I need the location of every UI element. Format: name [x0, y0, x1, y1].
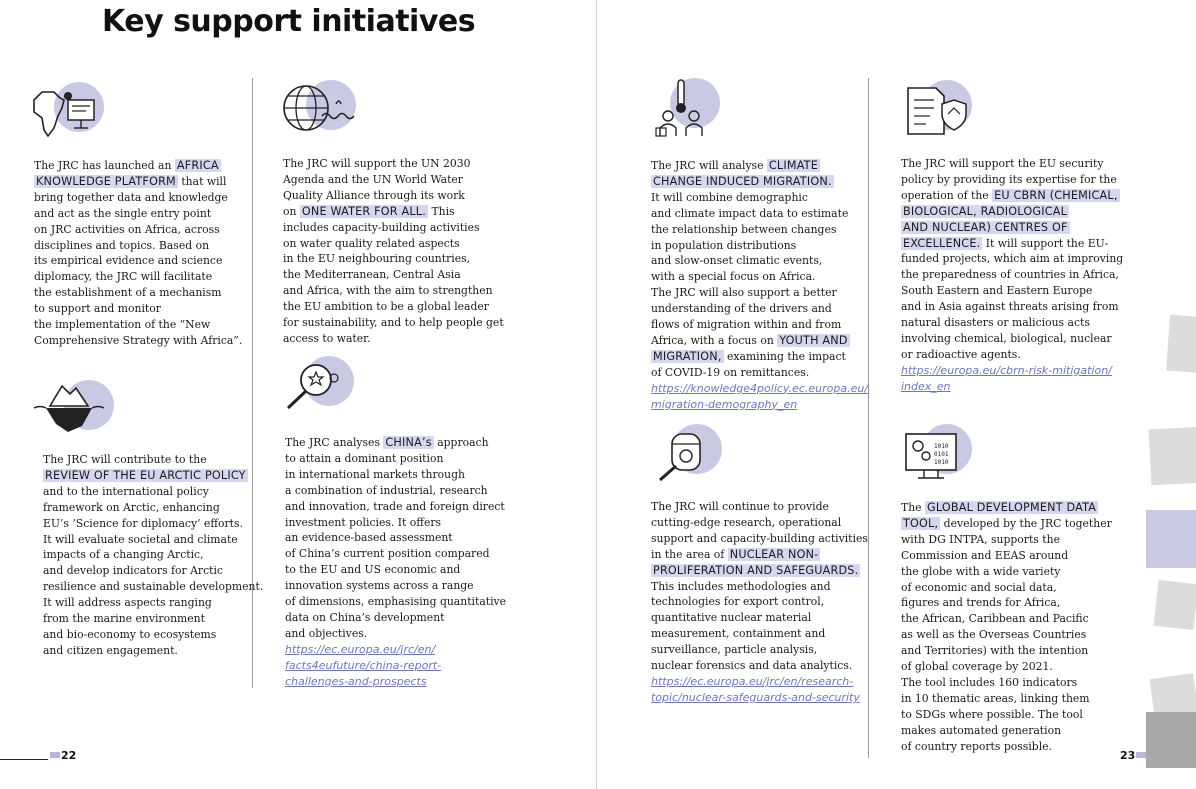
- highlight: CHANGE INDUCED MIGRATION.: [653, 174, 832, 188]
- cbrn-risk-mitigation-link[interactable]: https://europa.eu/cbrn-risk-mitigation/: [901, 363, 1112, 377]
- nuclear-safeguards-block: The JRC will continue to provide cutting-edge research, operational support and capacity-building activities in the area of NUCLEAR NON- PROLIFERATION AND SAFEGUARDS. This includes methodologies and technologies for export control, quantitative nuclear material measurement, containment and surveillance, particle analysis, nuclear forensics and data analytics. https://ec.europa.eu/jrc/en/research- topic/nuclear-safeguards-and-security: [651, 500, 868, 704]
- magnifier-nuclear-icon: [656, 424, 730, 490]
- page-number-left: 22: [61, 749, 77, 762]
- highlight: CLIMATE: [768, 159, 818, 172]
- thermometer-people-icon: [654, 78, 728, 144]
- magnifier-virus-icon: [282, 356, 356, 422]
- footer-rule: [0, 759, 48, 760]
- svg-text:0101: 0101: [934, 451, 949, 458]
- highlight: EXCELLENCE.: [903, 236, 981, 250]
- africa-map-icon: [28, 82, 102, 148]
- highlight: PROLIFERATION AND SAFEGUARDS.: [653, 563, 859, 577]
- monitor-gears-icon: [904, 424, 978, 490]
- highlight: GLOBAL DEVELOPMENT DATA: [926, 501, 1097, 514]
- highlight: NUCLEAR NON-: [729, 547, 819, 561]
- china-approach-block: The JRC analyses CHINA’s approach to attain a dominant position in international markets through a combination of industrial, research and innovation, trade and foreign direct investment policies. It offers an evidence-based assessment of China’s current position compared to the EU and US economic and innovation systems across a range of dimensions, emphasising quantitative data on China’s development and objectives. https://ec.europa.eu/jrc/en/ facts4eufuture/china-report- challenges-and-prospects: [285, 436, 507, 688]
- column-divider-right: [868, 78, 869, 758]
- highlight: REVIEW OF THE EU ARCTIC POLICY: [45, 468, 246, 482]
- nuclear-safeguards-link[interactable]: topic/nuclear-safeguards-and-security: [651, 690, 860, 704]
- page-gutter: [596, 0, 597, 789]
- china-report-link[interactable]: challenges-and-prospects: [285, 674, 427, 688]
- highlight: KNOWLEDGE PLATFORM: [36, 174, 176, 188]
- decor-square: [1166, 315, 1196, 374]
- arctic-policy-block: The JRC will contribute to the REVIEW OF THE EU ARCTIC POLICY and to the international policy framework on Arctic, enhancing EU’s ’Science for diplomacy’ efforts. It will evaluate societal and climate impacts of a changing Arctic, and develop indicators for Arctic resilience and sustainable development. It will address aspects ranging from the marine environment and bio-economy to ecosystems and citizen engagement.: [43, 453, 264, 657]
- highlight: EU CBRN (CHEMICAL,: [994, 188, 1118, 202]
- svg-text:1010: 1010: [934, 443, 949, 450]
- migration-demography-link[interactable]: https://knowledge4policy.ec.europa.eu/: [651, 381, 869, 395]
- china-report-link[interactable]: facts4eufuture/china-report-: [285, 658, 442, 672]
- svg-text:1010: 1010: [934, 459, 949, 466]
- highlight: CHINA’s: [385, 436, 432, 449]
- page-marker: [50, 752, 60, 758]
- climate-migration-block: The JRC will analyse CLIMATE CHANGE INDUCED MIGRATION. It will combine demographic and climate impact data to estimate the relationship between changes in population distributions and slow-onset climatic events, with a special focus on Africa. The JRC will also support a better understanding of the drivers and flows of migration within and from Africa, with a focus on YOUTH AND MIGRATION, examining the impact of COVID-19 on remittances. https://knowledge4policy.ec.europa.eu/ migration-demography_en: [651, 159, 869, 411]
- highlight: YOUTH AND: [779, 333, 848, 347]
- page-number-right: 23: [1120, 749, 1136, 762]
- decor-square: [1146, 712, 1196, 768]
- decor-square: [1146, 510, 1196, 568]
- iceberg-icon: [32, 378, 106, 444]
- cbrn-risk-mitigation-link[interactable]: index_en: [901, 379, 951, 393]
- africa-knowledge-platform-block: The JRC has launched an AFRICA KNOWLEDGE PLATFORM that will bring together data and knowledge and act as the single entry point on JRC activities on Africa, across disciplines and topics. Based on its empirical evidence and science diplomacy, the JRC will facilitate the establishment of a mechanism to support and monitor the implementation of the “New Comprehensive Strategy with Africa”.: [34, 159, 243, 347]
- highlight: BIOLOGICAL, RADIOLOGICAL: [903, 204, 1067, 218]
- one-water-for-all-block: The JRC will support the UN 2030 Agenda and the UN World Water Quality Alliance through its work on ONE WATER FOR ALL. This includes capacity-building activities on water quality related aspects in the EU neighbouring countries, the Mediterranean, Central Asia and Africa, with the aim to strengthen the EU ambition to be a global leader for sustainability, and to help people get access to water.: [283, 157, 504, 345]
- page-title: Key support initiatives: [102, 4, 476, 39]
- document-shield-icon: [904, 80, 978, 146]
- highlight: MIGRATION,: [653, 349, 722, 363]
- page-marker: [1136, 752, 1146, 758]
- highlight: AND NUCLEAR) CENTRES OF: [903, 220, 1068, 234]
- decor-square: [1149, 427, 1196, 486]
- decor-square: [1154, 580, 1196, 630]
- global-development-data-tool-block: The GLOBAL DEVELOPMENT DATA TOOL, developed by the JRC together with DG INTPA, supports the Commission and EEAS around the globe with a wide variety of economic and social data, figures and trends for Africa, the African, Caribbean and Pacific as well as the Overseas Countries and Territories) with the intention of global coverage by 2021. The tool includes 160 indicators in 10 thematic areas, linking them to SDGs where possible. The tool makes automated generation of country reports possible.: [901, 501, 1112, 753]
- china-report-link[interactable]: https://ec.europa.eu/jrc/en/: [285, 642, 436, 656]
- cbrn-centres-block: The JRC will support the EU security policy by providing its expertise for the operation of the EU CBRN (CHEMICAL, BIOLOGICAL, RADIOLOGICAL AND NUCLEAR) CENTRES OF EXCELLENCE. It will support the EU- funded projects, which aim at improving the preparedness of countries in Africa, South Eastern and Eastern Europe and in Asia against threats arising from natural disasters or malicious acts involving chemical, biological, nuclear or radioactive agents. https://europa.eu/cbrn-risk-mitigation/ index_en: [901, 157, 1124, 393]
- highlight: TOOL,: [903, 516, 939, 530]
- highlight: ONE WATER FOR ALL.: [301, 204, 427, 218]
- migration-demography-link[interactable]: migration-demography_en: [651, 397, 798, 411]
- globe-water-icon: [282, 78, 356, 144]
- highlight: AFRICA: [176, 159, 219, 172]
- nuclear-safeguards-link[interactable]: https://ec.europa.eu/jrc/en/research-: [651, 674, 854, 688]
